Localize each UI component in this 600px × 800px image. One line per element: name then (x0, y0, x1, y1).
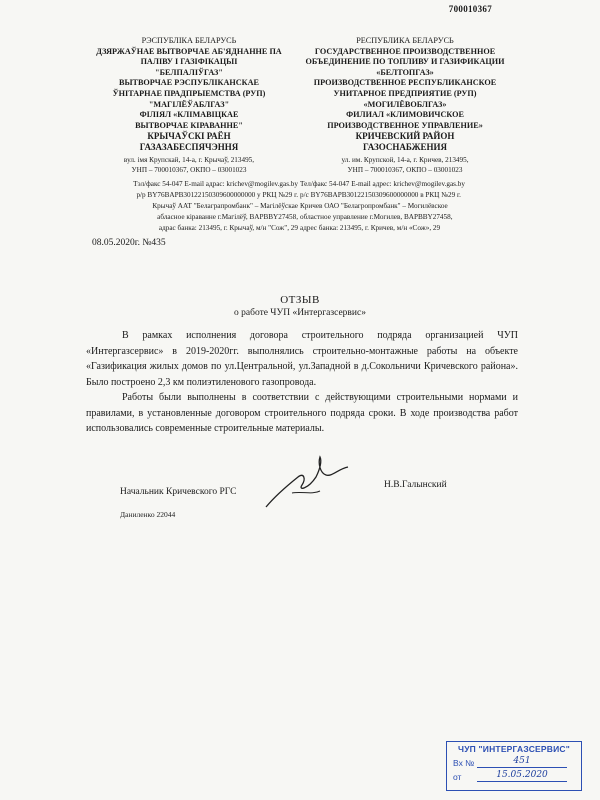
header-line: ПАЛІВУ І ГАЗІФІКАЦЫІ (140, 57, 238, 67)
header-line: ВЫТВОРЧАЕ КІРАВАННЕ" (135, 120, 243, 130)
header-district: КРИЧЕВСКИЙ РАЙОН (355, 131, 455, 142)
header-russian (300, 36, 510, 234)
stamp-org: ЧУП "ИНТЕРГАЗСЕРВИС" (458, 744, 570, 754)
body-paragraph: В рамках исполнения договора строительного подряда организацией ЧУП «Интергазсервис» в 2019-2020гг. выполнялись строительно-монтажные работы на объекте «Газификация жилых домов по ул.Центральной, ул.Западной в д.Сокольничи Кричевского района». Было построено 2,3 км полиэтиленового газопровода. (86, 330, 518, 388)
stamp-date-row (453, 770, 581, 782)
body-paragraph: Работы были выполнены в соответствии с действующими строительными нормами и правилами, в установленные договором строительного подряда сроки. В ходе производства работ использовались современные строительные материалы. (86, 392, 518, 434)
incoming-stamp (446, 741, 582, 791)
handwritten-signature (262, 455, 352, 515)
header-bank-details (300, 179, 510, 234)
header-line: «МОГИЛЁВОБЛГАЗ» (363, 99, 447, 109)
date-and-number: 08.05.2020г. №435 (92, 238, 166, 248)
signatory-position: Начальник Кричевского РГС (120, 487, 237, 497)
header-line: УНИТАРНОЕ ПРЕДПРИЯТИЕ (РУП) (333, 88, 477, 98)
signatory-name: Н.В.Галынский (384, 480, 447, 490)
header-line: ПРОИЗВОДСТВЕННОЕ РЕСПУБЛИКАНСКОЕ (313, 78, 497, 88)
header-ids: УНП – 700010367, ОКПО – 03001023 (131, 166, 247, 175)
header-line: ДЗЯРЖАЎНАЕ ВЫТВОРЧАЕ АБ'ЯДНАННЕ ПА (96, 46, 282, 56)
stamp-date-value: 15.05.2020 (477, 770, 567, 782)
document-number: 700010367 (448, 4, 492, 14)
header-line: РЕСПУБЛИКА БЕЛАРУСЬ (356, 36, 454, 45)
header-line: ПРОИЗВОДСТВЕННОЕ УПРАВЛЕНИЕ» (327, 120, 483, 130)
bank-line: Крычаў ААТ "Белаграпромбанк" – Магілёўскае (152, 201, 298, 210)
stamp-in-value: 451 (477, 756, 567, 768)
letter-body (86, 328, 518, 437)
header-line: ФИЛИАЛ «КЛИМОВИЧСКОЕ (346, 110, 464, 120)
header-line: ФІЛІЯЛ «КЛІМАВІЦКАЕ (139, 110, 239, 120)
header-line: ГОСУДАРСТВЕННОЕ ПРОИЗВОДСТВЕННОЕ (314, 46, 496, 56)
header-address: вул. імя Крупскай, 14-а, г. Крычаў, 213495, (123, 155, 255, 164)
bank-line: р/с BY76BAPB30122150309600000000 в РКЦ №29 г. (300, 190, 461, 199)
header-line: ОБЪЕДИНЕНИЕ ПО ТОПЛИВУ И ГАЗИФИКАЦИИ (305, 57, 505, 67)
stamp-date-label: от (453, 772, 462, 782)
header-line: «БЕЛТОПГАЗ» (376, 67, 434, 77)
executor-note: Даниленко 22044 (120, 510, 176, 519)
header-line: "МАГІЛЁЎАБЛГАЗ" (148, 99, 230, 109)
header-line: "БЕЛПАЛІЎГАЗ" (155, 67, 223, 77)
header-line: ВЫТВОРЧАЕ РЭСПУБЛІКАНСКАЕ (118, 78, 259, 88)
bank-line: Тел/факс 54-047 E-mail адрес: krichev@mogilev.gas.by (300, 179, 465, 188)
header-service: ГАЗОСНАБЖЕНИЯ (362, 141, 447, 152)
bank-line: абласное кіраванне г.Магілёў, BAPBBY27458, (157, 212, 298, 221)
bank-line: областное управление г.Могилев, BAPBBY27458, (300, 212, 453, 221)
header-belarusian (80, 36, 298, 234)
header-line: РЭСПУБЛІКА БЕЛАРУСЬ (141, 36, 237, 45)
bank-line: р/р BY76BAPB30122150309600000000 у РКЦ №29 г. (136, 190, 298, 199)
header-ids: УНП – 700010367, ОКПО – 03001023 (347, 166, 463, 175)
bank-line: Тэл/факс 54-047 E-mail адрас: krichev@mogilev.gas.by (133, 179, 298, 188)
header-bank-details (80, 179, 298, 234)
document-title: ОТЗЫВ (280, 294, 320, 306)
bank-line: адрес банка: 213495, г. Кричев, м/н «Сож», 29 (300, 223, 441, 232)
stamp-in-label: Вх № (453, 758, 475, 768)
header-district: КРЫЧАЎСКІ РАЁН (147, 131, 231, 142)
stamp-in-row (453, 756, 581, 768)
bank-line: Кричев ОАО "Белагропромбанк" – Могилёвское (300, 201, 448, 210)
document-subtitle: о работе ЧУП «Интергазсервис» (234, 308, 366, 318)
header-address: ул. им. Крупской, 14-а, г. Кричев, 213495, (341, 155, 469, 164)
header-line: ЎНІТАРНАЕ ПРАДПРЫЕМСТВА (РУП) (112, 88, 266, 98)
header-service: ГАЗАЗАБЕСПЯЧЭННЯ (139, 141, 239, 152)
bank-line: адрас банка: 213495, г. Крычаў, м/н "Сож", 29 (158, 223, 298, 232)
